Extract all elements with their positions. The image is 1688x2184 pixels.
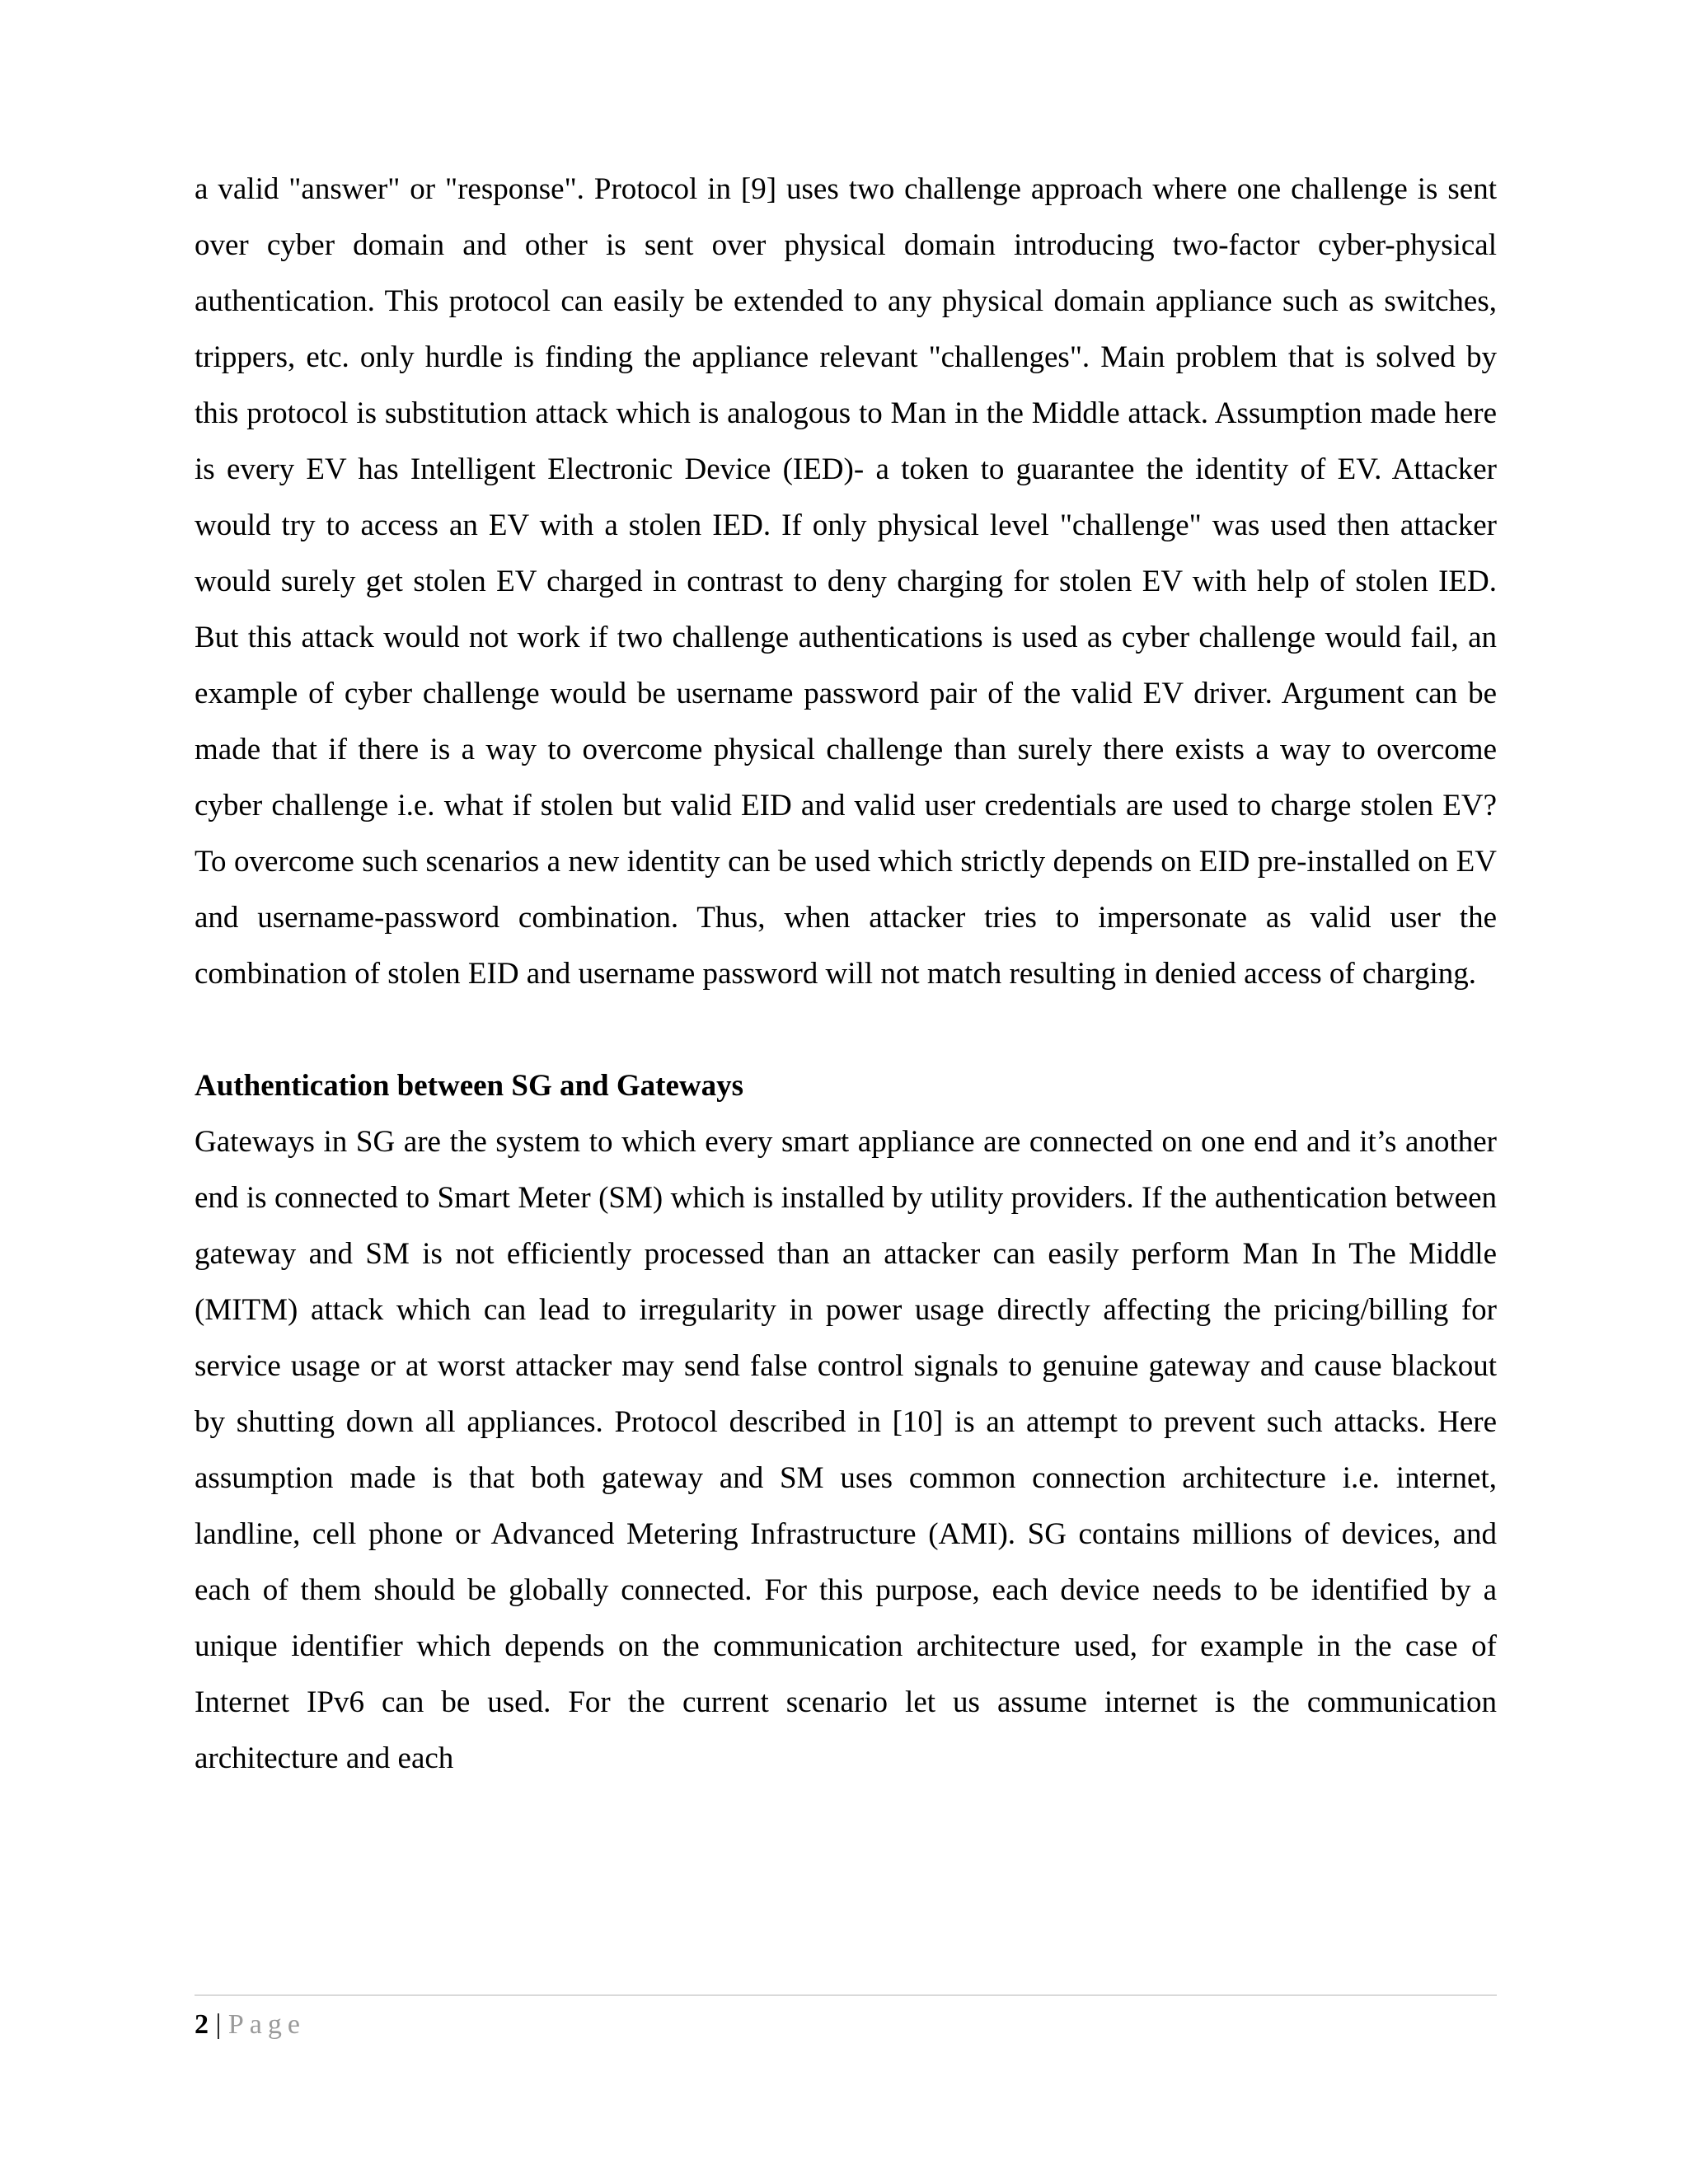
heading-authentication-sg-gateways: Authentication between SG and Gateways xyxy=(195,1069,744,1103)
page-content xyxy=(195,162,1497,1787)
footer-divider xyxy=(195,1994,1497,1996)
paragraph-gateways-sg: Gateways in SG are the system to which every smart appliance are connected on one end and it’s another end is connected to Smart Meter (SM) which is installed by utility providers. If the authentication between gateway and SM is not efficiently processed than an attacker can easily perform Man In The Middle (MITM) attack which can lead to irregularity in power usage directly affecting the pricing/billing for service usage or at worst attacker may send false control signals to genuine gateway and cause blackout by shutting down all appliances. Protocol described in [10] is an attempt to prevent such attacks. Here assumption made is that both gateway and SM uses common connection architecture i.e. internet, landline, cell phone or Advanced Metering Infrastructure (AMI). SG contains millions of devices, and each of them should be globally connected. For this purpose, each device needs to be identified by a unique identifier which depends on the communication architecture used, for example in the case of Internet IPv6 can be used. For the current scenario let us assume internet is the communication architecture and each xyxy=(195,1125,1497,1775)
footer-page-label: Page xyxy=(227,2009,306,2040)
footer-page-number: 2 xyxy=(195,2009,209,2040)
footer-page-indicator xyxy=(195,2004,1497,2046)
paragraph-spacer xyxy=(195,1002,1497,1058)
paragraph-challenge-response: a valid "answer" or "response". Protocol in [9] uses two challenge approach where one challenge is sent over cyber domain and other is sent over physical domain introducing two-factor cyber-physical authentication. This protocol can easily be extended to any physical domain appliance such as switches, trippers, etc. only hurdle is finding the appliance relevant "challenges". Main problem that is solved by this protocol is substitution attack which is analogous to Man in the Middle attack. Assumption made here is every EV has Intelligent Electronic Device (IED)- a token to guarantee the identity of EV. Attacker would try to access an EV with a stolen IED. If only physical level "challenge" was used then attacker would surely get stolen EV charged in contrast to deny charging for stolen EV with help of stolen IED. But this attack would not work if two challenge authentications is used as cyber challenge would fail, an example of cyber challenge would be username password pair of the valid EV driver. Argument can be made that if there is a way to overcome physical challenge than surely there exists a way to overcome cyber challenge i.e. what if stolen but valid EID and valid user credentials are used to charge stolen EV? To overcome such scenarios a new identity can be used which strictly depends on EID pre-installed on EV and username-password combination. Thus, when attacker tries to impersonate as valid user the combination of stolen EID and username password will not match resulting in denied access of charging. xyxy=(195,172,1497,991)
footer-separator: | xyxy=(209,2009,228,2040)
page-footer xyxy=(195,1994,1497,2046)
